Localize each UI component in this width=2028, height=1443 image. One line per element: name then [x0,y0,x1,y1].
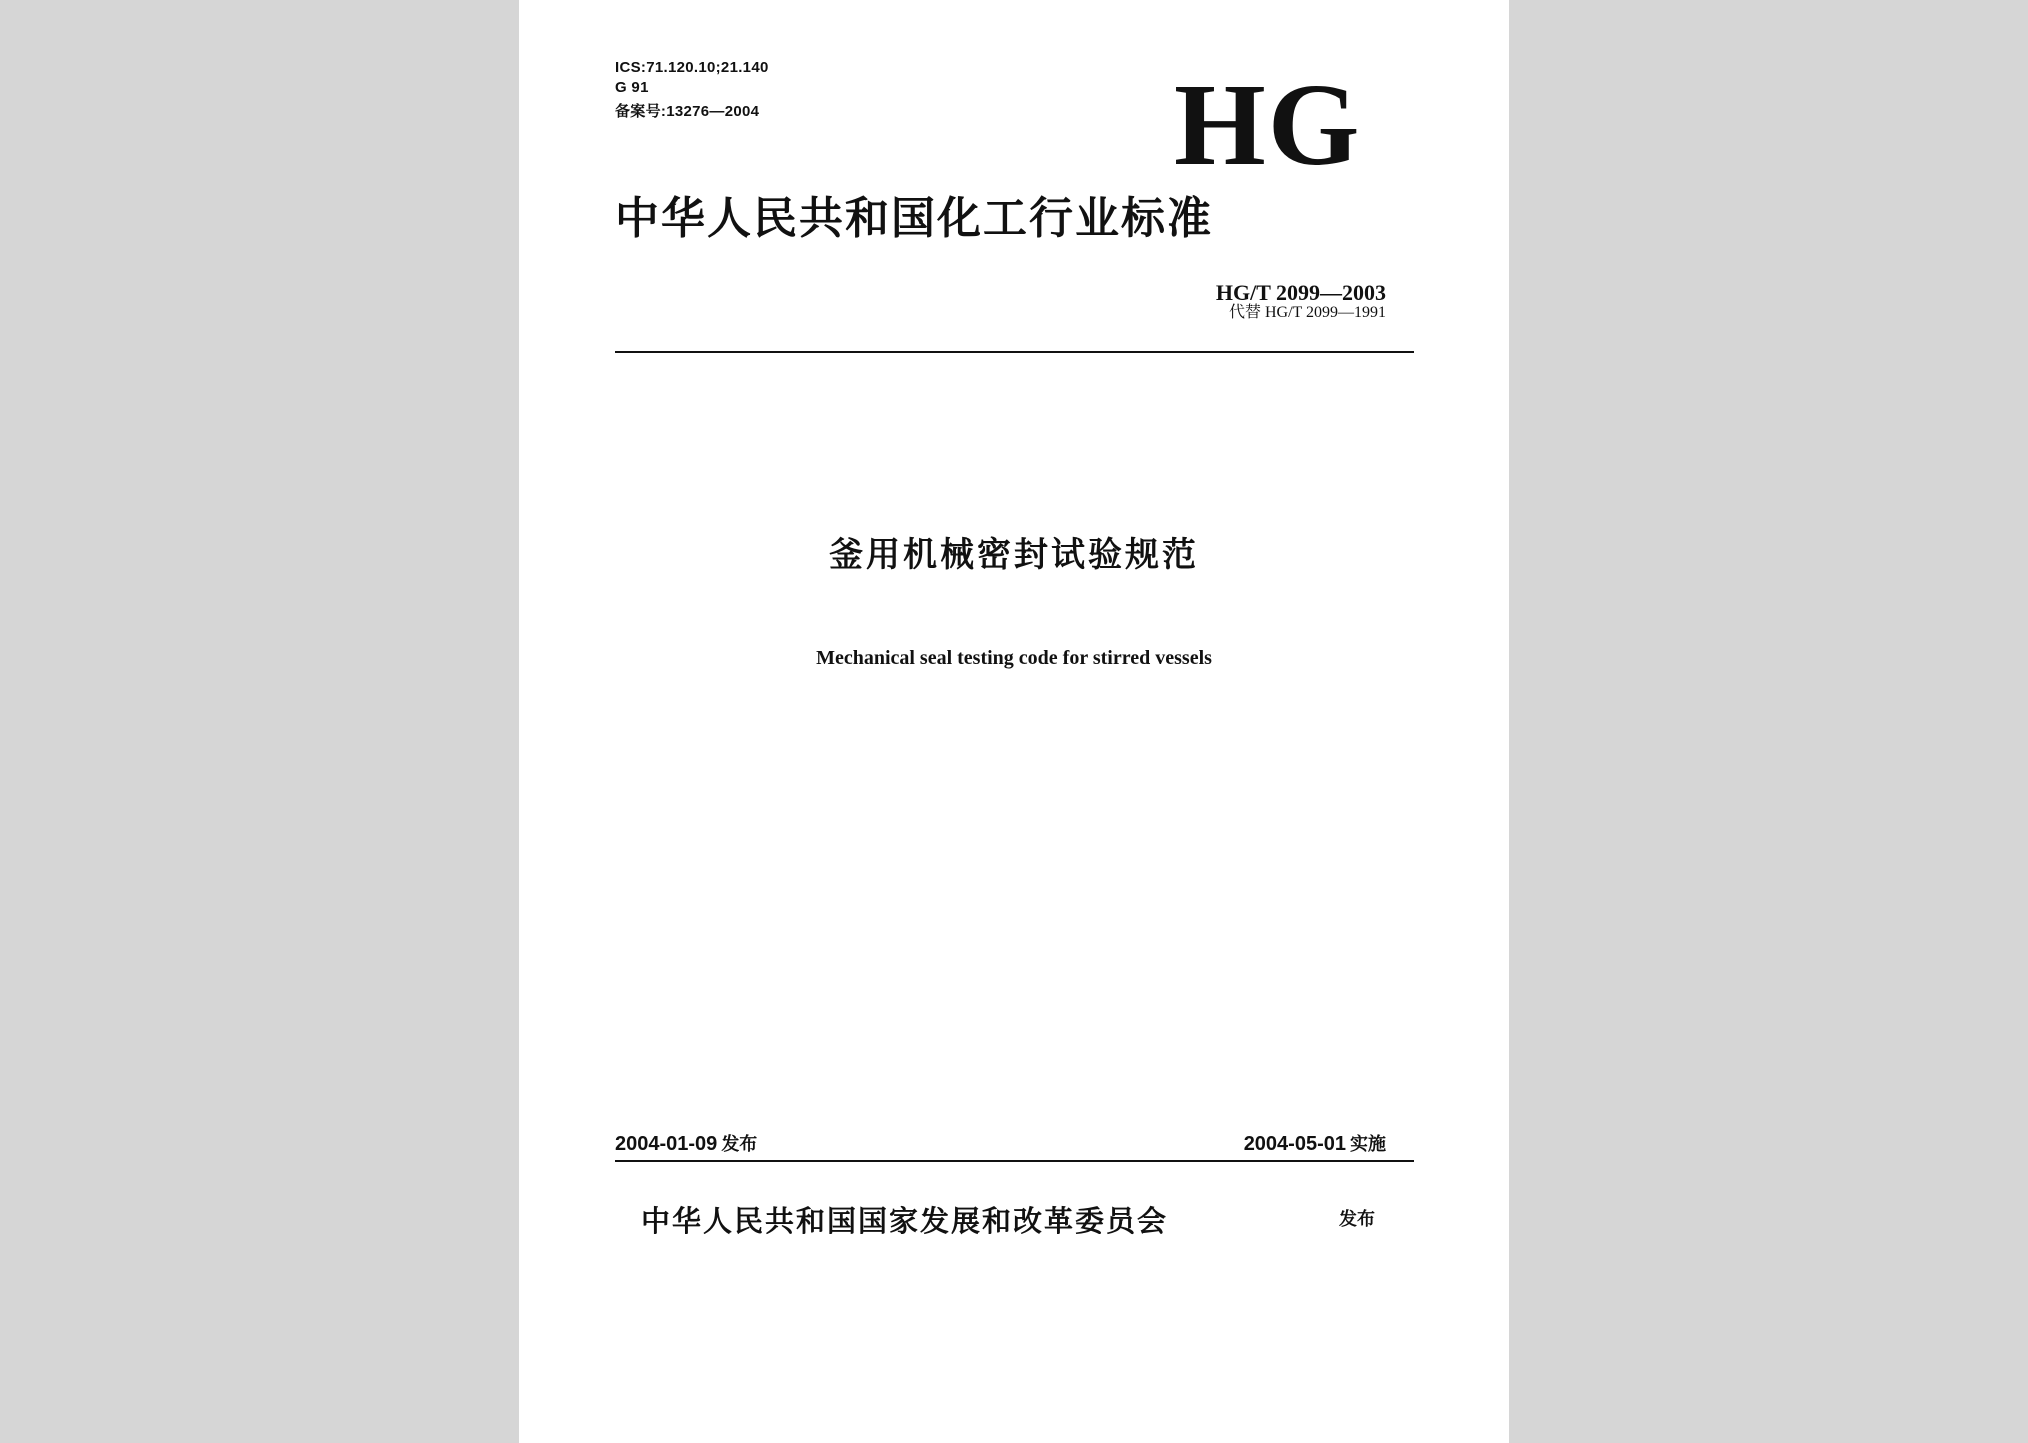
issue-date: 2004-01-09 [615,1133,718,1155]
effective-date: 2004-05-01 [1243,1133,1346,1155]
standard-title: 中华人民共和国化工行业标准 [615,193,1213,244]
ics-code: ICS:71.120.10;21.140 [615,59,769,76]
effective-date-line [1244,1131,1386,1158]
header-divider [615,351,1414,353]
document-title-en: Mechanical seal testing code for stirred vessels [816,647,1212,669]
classification-code: G 91 [615,79,649,96]
footer-divider [615,1160,1414,1162]
issue-label: 发布 [721,1134,758,1155]
document-title-cn: 釜用机械密封试验规范 [829,535,1199,575]
issuer-action: 发布 [1339,1209,1375,1230]
effective-label: 实施 [1350,1134,1386,1155]
standard-number: HG/T 2099—2003 [1215,280,1386,305]
hg-logo: HG [1174,59,1362,190]
standard-replaces: 代替 HG/T 2099—1991 [1228,304,1386,321]
document-page [519,0,1509,1443]
issuer-name: 中华人民共和国国家发展和改革委员会 [641,1204,1169,1238]
issue-date-line [615,1131,757,1158]
filing-number: 备案号:13276—2004 [615,103,760,120]
